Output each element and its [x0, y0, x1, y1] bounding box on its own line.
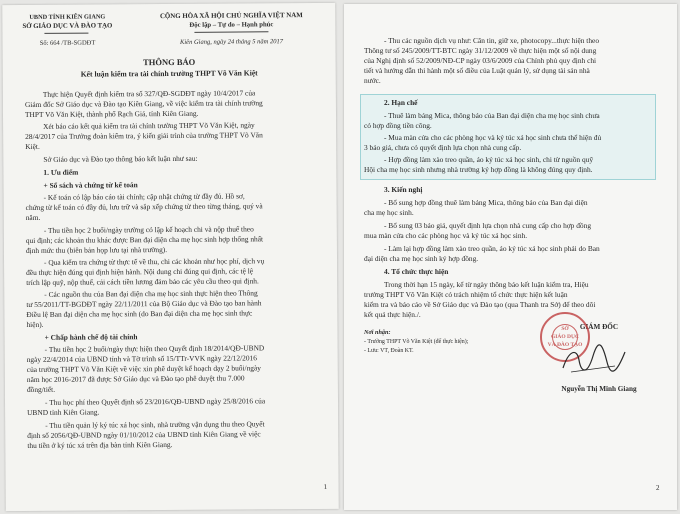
body-line: Giám đốc Sở Giáo dục và Đào tạo Kiên Giang, về việc kiểm tra tài chính trường	[24, 98, 263, 110]
section-heading: 3. Kiến nghị	[384, 185, 423, 194]
body-line: Thông tư số 245/2009/TT-BTC ngày 31/12/2009 về thực hiện một số nội dung	[364, 46, 597, 55]
body-line: - Thu học phí theo Quyết định số 23/2016/QĐ-UBND ngày 25/8/2016 của	[44, 396, 266, 407]
document-page-1	[2, 3, 339, 511]
body-line: - Thu tiền học 2 buổi/ngày trường có lập kế hoạch chi và nộp thuế theo	[43, 224, 254, 235]
body-line: - Thu tiền quản lý ký túc xá học sinh, nhà trường vận dụng thu theo Quyết	[45, 419, 265, 430]
body-line: chứng từ kế toán có đầy đủ, lưu trữ và sắp xếp chứng từ theo từng tháng, quý và	[25, 201, 263, 213]
department-name: SỞ GIÁO DỤC VÀ ĐÀO TẠO	[22, 22, 113, 31]
section-heading: 4. Tổ chức thực hiện	[384, 267, 449, 276]
document-number: Số: 664 /TB-SGDĐT	[39, 39, 96, 47]
recipients-label: Nơi nhận:	[364, 329, 391, 336]
motto-rule	[194, 31, 268, 33]
body-line: thu tiền ở ký túc xá trên địa bàn tỉnh Kiên Giang.	[27, 439, 173, 451]
body-line: đều thực hiện đúng qui định hiện hành. Nội dung chi đúng qui định, các tệ lệ	[26, 266, 254, 278]
body-line: - Qua kiểm tra chứng từ thực tế về thu, chi các khoản như học phí, dịch vụ	[44, 256, 265, 267]
document-date: Kiên Giang, ngày 24 tháng 5 năm 2017	[180, 38, 283, 46]
body-line: qui định; các khoản thu khác được Ban đại diện cha mẹ học sinh hợp thống nhất	[25, 234, 264, 246]
body-line: Sở Giáo dục và Đào tạo thông báo kết luận như sau:	[43, 153, 198, 164]
body-line: mua màn cửa cho các phòng học và ký túc xá học sinh.	[364, 231, 528, 240]
body-line: Kiệt.	[25, 141, 40, 152]
body-line: - Bổ sung hợp đồng thuê làm bảng Mica, thông báo của Ban đại diện	[384, 198, 588, 207]
seal-text: GIÁO DỤC	[551, 334, 579, 340]
body-line: của trường THPT Võ Văn Kiệt về việc xin phê duyệt kế hoạch dạy 2 buổi/ngày	[26, 363, 261, 375]
body-line: - Bổ sung 03 báo giá, quyết định lựa chọn nhà cung cấp cho hợp đồng	[384, 221, 592, 230]
seal-text: VÀ ĐÀO TẠO	[547, 342, 583, 348]
body-line: tư 55/2011/TT-BGDĐT ngày 22/11/2011 của Bộ Giáo dục và Đào tạo ban hành	[26, 298, 262, 310]
body-line: - Hợp đồng làm xào treo quần, áo ký túc xá học sinh, chi từ nguồn quỹ	[384, 155, 594, 164]
body-line: - Các nguồn thu của Ban đại diện cha mẹ học sinh thực hiện theo Thông	[44, 288, 258, 299]
body-line: cha mẹ học sinh.	[364, 208, 414, 217]
body-line: định mức thu (biên bản họp lưu tại nhà trường).	[25, 245, 168, 256]
body-line: năm.	[25, 212, 41, 223]
signer-name: Nguyễn Thị Minh Giang	[561, 385, 637, 393]
document-page-2	[344, 4, 677, 510]
body-line: Trong thời hạn 15 ngày, kể từ ngày thông báo kết luận kiểm tra, Hiệu	[384, 280, 589, 289]
agency-name: UBND TỈNH KIÊN GIANG	[29, 13, 106, 21]
document-title: THÔNG BÁO	[143, 56, 196, 68]
body-line: định số 2056/QĐ-UBND ngày 01/10/2012 của UBND tỉnh Kiên Giang về việc	[27, 429, 261, 441]
body-line: đồng/tiết.	[26, 384, 56, 395]
body-line: trưởng THPT Võ Văn Kiệt có trách nhiệm tổ chức thực hiện kết luận	[364, 290, 568, 299]
signer-title: GIÁM ĐỐC	[579, 323, 619, 331]
body-line: THPT Võ Văn Kiệt, thành phố Rạch Giá, tỉnh Kiên Giang.	[24, 108, 199, 120]
page-number: 1	[323, 482, 328, 491]
body-line: Điều lệ Ban đại diện cha mẹ học sinh (do Ban đại diện cha mẹ học sinh thực	[26, 308, 253, 320]
body-line: hiện).	[26, 319, 44, 330]
body-line: 28/4/2017 của Trưởng đoàn kiểm tra, ý kiến giải trình của trường THPT Võ Văn	[25, 130, 263, 142]
subsection-heading: + Sổ sách và chứng từ kế toán	[43, 180, 138, 190]
recipient-item: - Trường THPT Võ Văn Kiệt (để thực hiện);	[364, 339, 469, 345]
body-line: Xét báo cáo kết quả kiểm tra tài chính trường THPT Võ Văn Kiệt, ngày	[43, 120, 255, 131]
body-line: kết quả thực hiện./.	[364, 310, 421, 319]
body-line: có hợp đồng tiền công.	[364, 121, 432, 130]
body-line: - Thuê làm bảng Mica, thông báo của Ban đại diện cha mẹ học sinh chưa	[384, 111, 600, 120]
body-line: ngày 22/4/2014 của UBND tỉnh và Tờ trình số 15/TTr-VVK ngày 22/12/2016	[26, 353, 257, 365]
body-line: trích lập quỹ, nộp thuế, cải cách tiền lương đảm bảo các yêu cầu theo qui định.	[26, 276, 259, 288]
nation-title: CỘNG HÒA XÃ HỘI CHỦ NGHĨA VIỆT NAM	[159, 12, 303, 21]
body-line: - Kế toán có lập báo cáo tài chính; cập nhật chứng từ đầy đủ. Hồ sơ,	[43, 191, 245, 202]
body-line: tiết và hướng dẫn thi hành một số điều của Luật quản lý, sử dụng tài sản nhà	[364, 66, 590, 75]
nation-motto: Độc lập – Tự do – Hạnh phúc	[189, 21, 274, 29]
document-subtitle: Kết luận kiểm tra tài chính trường THPT Võ Văn Kiệt	[80, 68, 258, 79]
body-line: năm học 2016-2017 đã được Sở Giáo dục và Đào tạo phê duyệt thu 7.000	[26, 373, 245, 385]
header-rule	[44, 33, 88, 34]
body-line: - Thu tiền học 2 buổi/ngày thực hiện theo Quyết định 18/2014/QĐ-UBND	[44, 343, 265, 354]
section-heading: 2. Hạn chế	[384, 98, 418, 107]
body-line: nước.	[364, 76, 381, 85]
seal-text: SỞ	[561, 326, 569, 332]
page-number: 2	[656, 484, 660, 492]
body-line: 3 báo giá, chưa có quyết định lựa chọn nhà cung cấp.	[364, 143, 522, 152]
section-heading: 1. Ưu điểm	[43, 167, 79, 177]
body-line: Thực hiện Quyết định kiểm tra số 327/QĐ-SGDĐT ngày 10/4/2017 của	[42, 88, 256, 99]
body-line: - Thu các nguồn dịch vụ như: Căn tin, giữ xe, photocopy...thực hiện theo	[384, 36, 600, 45]
body-line: - Mua màn cửa cho các phòng học và ký túc xá học sinh chưa thể hiện đủ	[384, 133, 602, 142]
subsection-heading: + Chấp hành chế độ tài chính	[44, 332, 138, 342]
body-line: kiểm tra và báo cáo về Sở Giáo dục và Đào tạo (qua Thanh tra Sở) để theo dõi	[364, 300, 596, 309]
body-line: Hội cha mẹ học sinh nhưng nhà trường ký hợp đồng là không đúng quy định.	[364, 165, 593, 174]
body-line: đại diện cha mẹ học sinh ký hợp đồng.	[364, 254, 479, 263]
handwritten-signature	[559, 342, 629, 378]
recipient-item: - Lưu: VT, Đoàn KT.	[364, 348, 414, 354]
body-line: - Làm lại hợp đồng làm xào treo quần, áo ký túc xá học sinh phải do Ban	[384, 244, 600, 253]
body-line: của Nghị định số 52/2009/NĐ-CP ngày 03/6/2009 của Chính phủ quy định chi	[364, 56, 597, 65]
body-line: UBND tỉnh Kiên Giang.	[27, 407, 100, 418]
